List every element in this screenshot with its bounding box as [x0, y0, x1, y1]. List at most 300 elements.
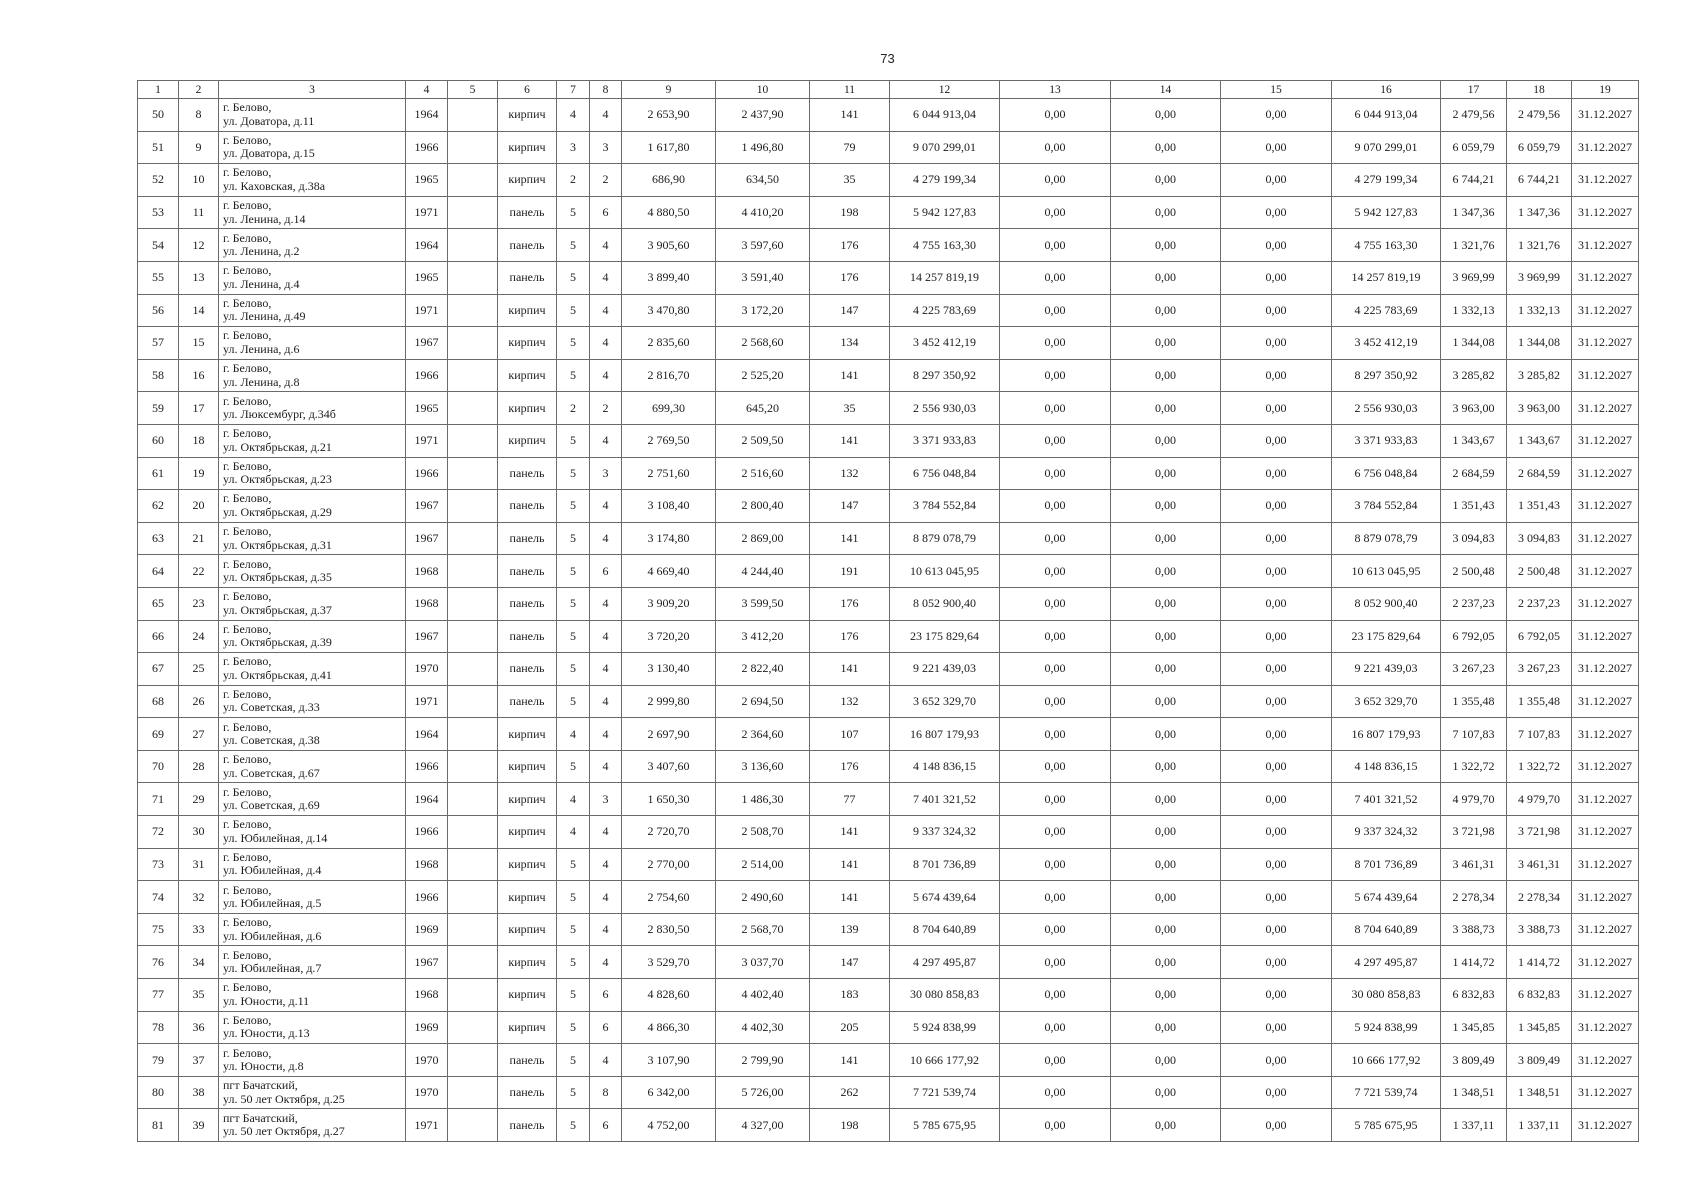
table-cell-col-19: 31.12.2027: [1572, 1109, 1639, 1142]
table-cell-col-17: 2 237,23: [1441, 587, 1507, 620]
table-cell-col-5: [448, 457, 498, 490]
table-cell-col-6: кирпич: [498, 392, 557, 425]
table-cell-col-2: 30: [179, 816, 219, 849]
table-cell-col-11: 176: [810, 229, 890, 262]
table-cell-col-8: 4: [590, 294, 622, 327]
table-cell-col-16: 16 807 179,93: [1332, 718, 1441, 751]
table-cell-col-1: 76: [138, 946, 179, 979]
table-cell-col-1: 52: [138, 164, 179, 197]
table-cell-col-11: 35: [810, 392, 890, 425]
table-cell-col-1: 62: [138, 490, 179, 523]
table-cell-col-12: 4 148 836,15: [890, 750, 1000, 783]
table-cell-col-5: [448, 261, 498, 294]
table-cell-col-4: 1971: [406, 685, 448, 718]
header-cell-col-10: 10: [716, 81, 810, 99]
table-cell-col-17: 1 347,36: [1441, 196, 1507, 229]
table-cell-col-10: 3 597,60: [716, 229, 810, 262]
table-cell-col-14: 0,00: [1111, 392, 1221, 425]
table-cell-col-18: 1 322,72: [1507, 750, 1572, 783]
table-cell-col-7: 5: [557, 750, 590, 783]
table-cell-col-5: [448, 1109, 498, 1142]
table-cell-col-6: панель: [498, 685, 557, 718]
table-cell-col-9: 3 899,40: [622, 261, 716, 294]
table-cell-col-1: 58: [138, 359, 179, 392]
table-cell-col-6: кирпич: [498, 164, 557, 197]
table-cell-col-7: 5: [557, 587, 590, 620]
table-cell-col-19: 31.12.2027: [1572, 587, 1639, 620]
address-line: г. Белово,: [223, 524, 272, 539]
table-cell-col-7: 5: [557, 327, 590, 360]
table-cell-col-15: 0,00: [1221, 99, 1332, 132]
table-cell-col-9: 4 828,60: [622, 979, 716, 1012]
table-cell-col-14: 0,00: [1111, 424, 1221, 457]
table-cell-col-4: 1966: [406, 816, 448, 849]
table-cell-col-19: 31.12.2027: [1572, 196, 1639, 229]
table-cell-col-15: 0,00: [1221, 229, 1332, 262]
table-cell-col-16: 4 755 163,30: [1332, 229, 1441, 262]
table-cell-col-18: 3 969,99: [1507, 261, 1572, 294]
address-line: ул. Октябрьская, д.23: [223, 472, 332, 487]
table-cell-col-17: 1 414,72: [1441, 946, 1507, 979]
address-cell: [219, 979, 406, 1012]
table-cell-col-10: 2 437,90: [716, 99, 810, 132]
table-cell-col-13: 0,00: [1000, 164, 1111, 197]
table-cell-col-1: 64: [138, 555, 179, 588]
table-cell-col-9: 686,90: [622, 164, 716, 197]
table-cell-col-11: 176: [810, 620, 890, 653]
table-cell-col-5: [448, 327, 498, 360]
table-row: [138, 1109, 1639, 1142]
table-cell-col-17: 1 343,67: [1441, 424, 1507, 457]
table-cell-col-8: 4: [590, 490, 622, 523]
table-cell-col-16: 8 704 640,89: [1332, 913, 1441, 946]
table-row: [138, 294, 1639, 327]
table-cell-col-11: 141: [810, 1044, 890, 1077]
table-cell-col-13: 0,00: [1000, 392, 1111, 425]
table-cell-col-9: 2 751,60: [622, 457, 716, 490]
table-cell-col-9: 4 669,40: [622, 555, 716, 588]
address-cell: [219, 620, 406, 653]
table-cell-col-8: 6: [590, 1109, 622, 1142]
table-cell-col-2: 39: [179, 1109, 219, 1142]
address-line: г. Белово,: [223, 882, 272, 897]
table-cell-col-16: 30 080 858,83: [1332, 979, 1441, 1012]
table-cell-col-11: 176: [810, 261, 890, 294]
header-cell-col-8: 8: [590, 81, 622, 99]
table-cell-col-5: [448, 750, 498, 783]
table-cell-col-7: 2: [557, 392, 590, 425]
table-cell-col-17: 3 963,00: [1441, 392, 1507, 425]
table-cell-col-6: панель: [498, 1109, 557, 1142]
table-cell-col-11: 141: [810, 359, 890, 392]
header-cell-col-7: 7: [557, 81, 590, 99]
table-cell-col-10: 2 525,20: [716, 359, 810, 392]
table-cell-col-14: 0,00: [1111, 490, 1221, 523]
table-cell-col-17: 2 500,48: [1441, 555, 1507, 588]
table-row: [138, 979, 1639, 1012]
table-cell-col-13: 0,00: [1000, 522, 1111, 555]
table-cell-col-8: 6: [590, 979, 622, 1012]
table-row: [138, 196, 1639, 229]
table-cell-col-13: 0,00: [1000, 946, 1111, 979]
table-cell-col-8: 4: [590, 99, 622, 132]
table-cell-col-2: 14: [179, 294, 219, 327]
table-cell-col-17: 4 979,70: [1441, 783, 1507, 816]
table-cell-col-1: 55: [138, 261, 179, 294]
table-cell-col-6: кирпич: [498, 783, 557, 816]
table-cell-col-1: 67: [138, 653, 179, 686]
table-cell-col-13: 0,00: [1000, 196, 1111, 229]
table-cell-col-12: 8 052 900,40: [890, 587, 1000, 620]
table-cell-col-14: 0,00: [1111, 881, 1221, 914]
table-cell-col-5: [448, 587, 498, 620]
table-cell-col-2: 28: [179, 750, 219, 783]
table-cell-col-8: 4: [590, 424, 622, 457]
table-cell-col-14: 0,00: [1111, 750, 1221, 783]
table-cell-col-15: 0,00: [1221, 522, 1332, 555]
table-row: [138, 131, 1639, 164]
table-cell-col-5: [448, 229, 498, 262]
table-header: [138, 81, 1639, 99]
table-cell-col-17: 1 355,48: [1441, 685, 1507, 718]
table-cell-col-18: 2 237,23: [1507, 587, 1572, 620]
table-cell-col-18: 3 809,49: [1507, 1044, 1572, 1077]
table-cell-col-11: 79: [810, 131, 890, 164]
table-cell-col-4: 1965: [406, 261, 448, 294]
table-cell-col-5: [448, 522, 498, 555]
table-cell-col-11: 77: [810, 783, 890, 816]
table-cell-col-18: 3 963,00: [1507, 392, 1572, 425]
table-cell-col-5: [448, 979, 498, 1012]
table-cell-col-10: 3 412,20: [716, 620, 810, 653]
table-cell-col-13: 0,00: [1000, 685, 1111, 718]
address-line: г. Белово,: [223, 1045, 272, 1060]
table-cell-col-18: 1 337,11: [1507, 1109, 1572, 1142]
address-cell: [219, 424, 406, 457]
table-cell-col-2: 25: [179, 653, 219, 686]
table-cell-col-5: [448, 848, 498, 881]
table-cell-col-16: 5 674 439,64: [1332, 881, 1441, 914]
table-cell-col-18: 4 979,70: [1507, 783, 1572, 816]
address-line: ул. Юности, д.13: [223, 1026, 310, 1041]
address-line: г. Белово,: [223, 915, 272, 930]
address-line: ул. Люксембург, д.34б: [223, 407, 336, 422]
table-cell-col-14: 0,00: [1111, 620, 1221, 653]
table-cell-col-11: 198: [810, 1109, 890, 1142]
table-cell-col-9: 1 617,80: [622, 131, 716, 164]
table-row: [138, 555, 1639, 588]
table-cell-col-13: 0,00: [1000, 424, 1111, 457]
table-cell-col-9: 3 720,20: [622, 620, 716, 653]
table-cell-col-9: 3 407,60: [622, 750, 716, 783]
header-cell-col-17: 17: [1441, 81, 1507, 99]
table-cell-col-4: 1971: [406, 196, 448, 229]
table-cell-col-2: 36: [179, 1011, 219, 1044]
table-cell-col-14: 0,00: [1111, 816, 1221, 849]
table-cell-col-9: 3 529,70: [622, 946, 716, 979]
table-cell-col-1: 75: [138, 913, 179, 946]
address-cell: [219, 359, 406, 392]
table-cell-col-8: 3: [590, 131, 622, 164]
table-cell-col-1: 79: [138, 1044, 179, 1077]
table-cell-col-8: 4: [590, 229, 622, 262]
address-line: г. Белово,: [223, 556, 272, 571]
table-cell-col-19: 31.12.2027: [1572, 1076, 1639, 1109]
table-cell-col-19: 31.12.2027: [1572, 1011, 1639, 1044]
table-cell-col-10: 634,50: [716, 164, 810, 197]
address-cell: [219, 261, 406, 294]
table-cell-col-7: 4: [557, 99, 590, 132]
address-line: г. Белово,: [223, 198, 272, 213]
address-cell: [219, 653, 406, 686]
table-cell-col-9: 3 470,80: [622, 294, 716, 327]
address-cell: [219, 848, 406, 881]
table-cell-col-11: 141: [810, 816, 890, 849]
table-cell-col-8: 4: [590, 718, 622, 751]
address-line: г. Белово,: [223, 132, 272, 147]
table-row: [138, 1011, 1639, 1044]
table-cell-col-10: 645,20: [716, 392, 810, 425]
table-cell-col-13: 0,00: [1000, 490, 1111, 523]
address-cell: [219, 229, 406, 262]
table-cell-col-15: 0,00: [1221, 490, 1332, 523]
table-cell-col-12: 3 371 933,83: [890, 424, 1000, 457]
table-cell-col-11: 191: [810, 555, 890, 588]
table-cell-col-8: 4: [590, 750, 622, 783]
table-cell-col-15: 0,00: [1221, 1076, 1332, 1109]
table-cell-col-9: 2 769,50: [622, 424, 716, 457]
table-cell-col-14: 0,00: [1111, 1011, 1221, 1044]
table-cell-col-12: 8 701 736,89: [890, 848, 1000, 881]
address-line: г. Белово,: [223, 849, 272, 864]
table-cell-col-6: панель: [498, 229, 557, 262]
table-cell-col-18: 1 351,43: [1507, 490, 1572, 523]
table-cell-col-6: панель: [498, 587, 557, 620]
table-cell-col-5: [448, 294, 498, 327]
address-line: ул. Октябрьская, д.21: [223, 439, 332, 454]
table-cell-col-13: 0,00: [1000, 587, 1111, 620]
table-cell-col-7: 3: [557, 131, 590, 164]
table-cell-col-7: 4: [557, 718, 590, 751]
table-cell-col-8: 4: [590, 261, 622, 294]
table-cell-col-14: 0,00: [1111, 718, 1221, 751]
table-cell-col-2: 10: [179, 164, 219, 197]
table-cell-col-17: 6 059,79: [1441, 131, 1507, 164]
table-cell-col-4: 1966: [406, 750, 448, 783]
page-number: 73: [880, 51, 895, 66]
table-cell-col-1: 73: [138, 848, 179, 881]
table-cell-col-14: 0,00: [1111, 294, 1221, 327]
table-cell-col-8: 4: [590, 653, 622, 686]
table-cell-col-19: 31.12.2027: [1572, 653, 1639, 686]
table-cell-col-7: 5: [557, 1011, 590, 1044]
table-cell-col-9: 2 770,00: [622, 848, 716, 881]
table-cell-col-15: 0,00: [1221, 653, 1332, 686]
table-cell-col-10: 2 799,90: [716, 1044, 810, 1077]
table-cell-col-13: 0,00: [1000, 848, 1111, 881]
table-cell-col-14: 0,00: [1111, 783, 1221, 816]
address-line: ул. Советская, д.38: [223, 733, 320, 748]
table-cell-col-8: 4: [590, 913, 622, 946]
table-cell-col-8: 4: [590, 946, 622, 979]
table-cell-col-10: 4 327,00: [716, 1109, 810, 1142]
address-cell: [219, 392, 406, 425]
table-cell-col-16: 7 721 539,74: [1332, 1076, 1441, 1109]
table-cell-col-16: 9 221 439,03: [1332, 653, 1441, 686]
table-cell-col-15: 0,00: [1221, 913, 1332, 946]
table-cell-col-1: 60: [138, 424, 179, 457]
table-cell-col-9: 4 752,00: [622, 1109, 716, 1142]
table-cell-col-17: 6 744,21: [1441, 164, 1507, 197]
table-cell-col-9: 699,30: [622, 392, 716, 425]
table-cell-col-17: 3 461,31: [1441, 848, 1507, 881]
address-line: г. Белово,: [223, 784, 272, 799]
table-cell-col-12: 3 452 412,19: [890, 327, 1000, 360]
table-cell-col-9: 3 174,80: [622, 522, 716, 555]
table-cell-col-6: кирпич: [498, 327, 557, 360]
table-cell-col-6: кирпич: [498, 1011, 557, 1044]
table-cell-col-2: 31: [179, 848, 219, 881]
table-cell-col-17: 7 107,83: [1441, 718, 1507, 751]
table-cell-col-19: 31.12.2027: [1572, 1044, 1639, 1077]
table-cell-col-4: 1968: [406, 555, 448, 588]
table-cell-col-13: 0,00: [1000, 816, 1111, 849]
table-cell-col-10: 4 402,40: [716, 979, 810, 1012]
table-cell-col-17: 3 969,99: [1441, 261, 1507, 294]
table-cell-col-18: 6 744,21: [1507, 164, 1572, 197]
address-line: пгт Бачатский,: [223, 1110, 298, 1125]
address-cell: [219, 913, 406, 946]
table-cell-col-10: 3 599,50: [716, 587, 810, 620]
address-line: г. Белово,: [223, 393, 272, 408]
table-cell-col-13: 0,00: [1000, 1011, 1111, 1044]
table-cell-col-8: 4: [590, 522, 622, 555]
table-cell-col-4: 1970: [406, 1076, 448, 1109]
table-cell-col-5: [448, 946, 498, 979]
table-cell-col-18: 1 344,08: [1507, 327, 1572, 360]
table-cell-col-14: 0,00: [1111, 587, 1221, 620]
table-cell-col-7: 5: [557, 620, 590, 653]
table-cell-col-14: 0,00: [1111, 131, 1221, 164]
table-cell-col-1: 81: [138, 1109, 179, 1142]
table-cell-col-15: 0,00: [1221, 750, 1332, 783]
table-cell-col-1: 71: [138, 783, 179, 816]
table-cell-col-19: 31.12.2027: [1572, 946, 1639, 979]
table-cell-col-1: 59: [138, 392, 179, 425]
address-line: г. Белово,: [223, 686, 272, 701]
address-line: ул. Октябрьская, д.31: [223, 537, 332, 552]
table-cell-col-5: [448, 1011, 498, 1044]
table-cell-col-4: 1968: [406, 587, 448, 620]
table-cell-col-1: 56: [138, 294, 179, 327]
table-cell-col-5: [448, 783, 498, 816]
table-row: [138, 1044, 1639, 1077]
table-cell-col-2: 13: [179, 261, 219, 294]
table-cell-col-15: 0,00: [1221, 881, 1332, 914]
table-cell-col-6: кирпич: [498, 99, 557, 132]
table-cell-col-13: 0,00: [1000, 1076, 1111, 1109]
address-line: ул. Октябрьская, д.37: [223, 602, 332, 617]
address-cell: [219, 1109, 406, 1142]
table-cell-col-18: 6 792,05: [1507, 620, 1572, 653]
table-cell-col-4: 1969: [406, 1011, 448, 1044]
table-cell-col-8: 4: [590, 816, 622, 849]
table-cell-col-19: 31.12.2027: [1572, 359, 1639, 392]
table-cell-col-12: 8 879 078,79: [890, 522, 1000, 555]
table-cell-col-13: 0,00: [1000, 359, 1111, 392]
address-line: г. Белово,: [223, 752, 272, 767]
table-cell-col-5: [448, 1076, 498, 1109]
table-cell-col-19: 31.12.2027: [1572, 881, 1639, 914]
table-cell-col-13: 0,00: [1000, 131, 1111, 164]
table-cell-col-13: 0,00: [1000, 555, 1111, 588]
table-cell-col-19: 31.12.2027: [1572, 99, 1639, 132]
table-cell-col-11: 141: [810, 653, 890, 686]
table-cell-col-15: 0,00: [1221, 327, 1332, 360]
table-cell-col-13: 0,00: [1000, 457, 1111, 490]
address-line: ул. Юбилейная, д.5: [223, 896, 322, 911]
header-cell-col-2: 2: [179, 81, 219, 99]
address-line: г. Белово,: [223, 491, 272, 506]
address-line: ул. Ленина, д.2: [223, 244, 300, 259]
table-cell-col-15: 0,00: [1221, 979, 1332, 1012]
table-cell-col-10: 2 869,00: [716, 522, 810, 555]
table-cell-col-12: 8 704 640,89: [890, 913, 1000, 946]
address-cell: [219, 327, 406, 360]
table-row: [138, 783, 1639, 816]
table-cell-col-15: 0,00: [1221, 424, 1332, 457]
table-cell-col-2: 16: [179, 359, 219, 392]
table-cell-col-13: 0,00: [1000, 327, 1111, 360]
table-row: [138, 392, 1639, 425]
table-cell-col-1: 53: [138, 196, 179, 229]
table-cell-col-7: 5: [557, 261, 590, 294]
table-cell-col-2: 32: [179, 881, 219, 914]
table-cell-col-4: 1968: [406, 848, 448, 881]
table-cell-col-5: [448, 653, 498, 686]
table-cell-col-8: 4: [590, 881, 622, 914]
table-cell-col-19: 31.12.2027: [1572, 816, 1639, 849]
table-cell-col-7: 5: [557, 424, 590, 457]
table-cell-col-1: 77: [138, 979, 179, 1012]
table-cell-col-1: 69: [138, 718, 179, 751]
table-cell-col-12: 3 652 329,70: [890, 685, 1000, 718]
table-cell-col-12: 10 613 045,95: [890, 555, 1000, 588]
table-cell-col-13: 0,00: [1000, 229, 1111, 262]
address-line: ул. Ленина, д.6: [223, 341, 300, 356]
table-cell-col-4: 1967: [406, 620, 448, 653]
header-cell-col-1: 1: [138, 81, 179, 99]
table-cell-col-15: 0,00: [1221, 164, 1332, 197]
table-cell-col-15: 0,00: [1221, 457, 1332, 490]
table-cell-col-17: 6 792,05: [1441, 620, 1507, 653]
table-cell-col-19: 31.12.2027: [1572, 229, 1639, 262]
table-cell-col-7: 5: [557, 1076, 590, 1109]
table-cell-col-5: [448, 164, 498, 197]
table-cell-col-7: 5: [557, 229, 590, 262]
table-row: [138, 424, 1639, 457]
address-line: г. Белово,: [223, 263, 272, 278]
table-row: [138, 261, 1639, 294]
table-cell-col-13: 0,00: [1000, 653, 1111, 686]
table-cell-col-6: кирпич: [498, 946, 557, 979]
table-cell-col-16: 10 613 045,95: [1332, 555, 1441, 588]
table-cell-col-7: 5: [557, 685, 590, 718]
address-line: г. Белово,: [223, 589, 272, 604]
address-cell: [219, 164, 406, 197]
table-cell-col-6: кирпич: [498, 424, 557, 457]
table-cell-col-11: 141: [810, 99, 890, 132]
